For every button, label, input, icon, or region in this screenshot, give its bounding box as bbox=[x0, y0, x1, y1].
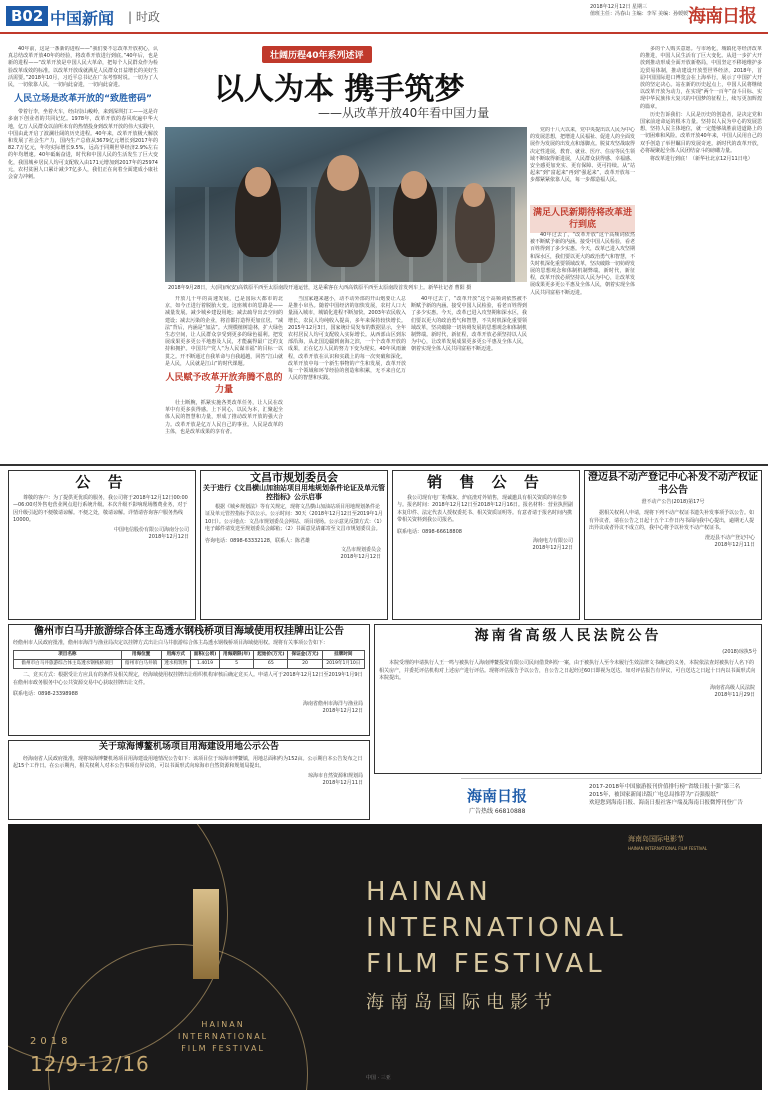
notice-title: 文昌市规划委员会 bbox=[250, 471, 338, 484]
ad-logo: 海南日报 bbox=[467, 787, 528, 805]
article-paragraph: 党的十八大以来，党中央提出以人民为中心的发展思想，把增进人民福祉、促进人的全面发展作为发展的出发点和落脚点。脱贫攻坚战取得决定性进展，教育、就业、医疗、住房等民生领域不断取得新进展，人民群众获得感、幸福感、安全感更加充实、更有保障、更可持续。从“站起来”到“富起来”再到“强起来”，改革开放每一步都紧紧依靠人民，每一步都造福人民。 bbox=[530, 127, 635, 184]
corner-logo-cn: 海南岛国际电影节 bbox=[628, 835, 684, 843]
festival-emblem bbox=[163, 869, 253, 1009]
festival-name-line: INTERNATIONAL bbox=[366, 913, 627, 943]
article-paragraph: 多的个人购买意愿。与市场化，城镇化等经济改革的推进，中国人民生活有了巨大变化。从进一步扩大开放到推动形成全面开放新格局，中国坚定不移地维护多边贸易体制，推动建设开放型世界经济。2018年，首届中国国际进口博览会在上海举行，展示了中国扩大开放的坚定决心。站在新的历史起点上，中国人民将继续以改革开放为动力，在实现“两个一百年”奋斗目标、实现中华民族伟大复兴的中国梦的征程上，续写更加辉煌的篇章。 bbox=[640, 46, 762, 110]
festival-corner-logo bbox=[628, 834, 707, 854]
ad-item: 欢迎您到海南日报、海南日报社客户端及海南日报微博刊登广告 bbox=[589, 800, 744, 806]
notice-number: 澄不动产公告(2018)第17号 bbox=[641, 499, 705, 505]
newspaper-logo: 海南日报 bbox=[688, 6, 756, 27]
issue-date: 2018年12月12日 星期三 bbox=[590, 4, 648, 10]
article-column-4b bbox=[530, 232, 635, 462]
notice-number: (2018)琼执5号 bbox=[722, 649, 757, 655]
festival-year: 2018 bbox=[30, 1036, 72, 1047]
notice-subtitle: 关于进行《文昌横山加油站项目用地规划条件论证及单元管控指标》公示启事 bbox=[203, 484, 385, 501]
notice-court bbox=[374, 624, 762, 774]
subheadline: ——从改革开放40年看中国力量 bbox=[318, 106, 490, 120]
article-paragraph: 40年过去了，“改革开放”这个高频词依然被不断赋予新的内涵。接受中国人民检验，看老百姓得到了多少实惠。今天，改革已进入攻坚期和深水区，我们要以更大的政治勇气和智慧，不失时机深化重要领域改革，坚决破除一切妨碍发展的思想观念和体制机制弊端。新时代，新征程，改革开放必须坚持以人民为中心，让改革发展成果更多更公平惠及全体人民，朝着实现全体人民共同富裕不断迈进。 bbox=[530, 232, 635, 296]
table-cell: 65 bbox=[254, 660, 288, 669]
festival-name-line: FILM FESTIVAL bbox=[181, 1044, 265, 1053]
section-number: B02 bbox=[6, 6, 48, 26]
table-cell: 儋州市白马井旅游综合体主岛透水钢栈桥项目 bbox=[14, 660, 122, 669]
emblem-numeral-icon bbox=[193, 889, 219, 979]
article-column-4 bbox=[411, 296, 527, 462]
notice-body bbox=[375, 658, 761, 684]
table-header: 面积(公顷) bbox=[191, 651, 220, 660]
table-cell: 5 bbox=[220, 660, 254, 669]
notice-sales bbox=[392, 470, 580, 620]
notice-title: 公 告 bbox=[75, 473, 129, 491]
headline: 以人为本 携手筑梦 bbox=[214, 72, 465, 107]
section-divider bbox=[0, 464, 768, 466]
issue-info bbox=[590, 4, 690, 18]
notice-telecom bbox=[8, 470, 196, 620]
notice-signature: 海南省高级人民法院 bbox=[709, 684, 755, 691]
section-heading-3: 满足人民新期待将改革进行到底 bbox=[530, 205, 635, 233]
notice-contact: 联系电话：0898-66618808 bbox=[397, 528, 462, 535]
section-heading-1: 人民立场是改革开放的“致胜密码” bbox=[14, 94, 152, 105]
festival-location: 中国 · 三亚 bbox=[366, 1075, 391, 1081]
notice-signature: 中国电信股份有限公司海南分公司 bbox=[113, 526, 189, 533]
festival-name-line: FILM FESTIVAL bbox=[366, 949, 606, 979]
table-header: 起始价(万元) bbox=[254, 651, 288, 660]
table-header: 项目名称 bbox=[14, 651, 122, 660]
notice-title: 澄迈县不动产登记中心补发不动产权证书公告 bbox=[588, 472, 758, 496]
notice-title: 关于琼海博鳌机场项目用海建设用地公示公告 bbox=[98, 742, 279, 752]
table-header: 用海位置 bbox=[121, 651, 161, 660]
festival-name-cn: 海南岛国际电影节 bbox=[366, 992, 558, 1013]
section-heading-2: 人民赋予改革开放奔腾不息的力量 bbox=[165, 373, 283, 396]
notice-table bbox=[13, 650, 365, 669]
table-cell: 20 bbox=[288, 660, 322, 669]
table-header: 挂牌时间 bbox=[322, 651, 364, 660]
notice-planning bbox=[200, 470, 388, 620]
festival-name-en bbox=[366, 874, 626, 982]
article-ending: 将改革进行到底！（新华社北京12月11日电） bbox=[650, 156, 753, 163]
notice-date: 2018年12月12日 bbox=[322, 707, 363, 714]
notice-body bbox=[585, 508, 761, 534]
notice-date: 2018年12月12日 bbox=[148, 533, 189, 540]
passenger-face bbox=[463, 183, 485, 207]
notice-table-wrap bbox=[9, 649, 369, 670]
table-cell: 儋州市白马井镇 bbox=[121, 660, 161, 669]
notice-body bbox=[9, 493, 195, 527]
article-column-4-top bbox=[530, 127, 635, 203]
notice-date: 2018年11月29日 bbox=[714, 691, 755, 698]
notice-contact: 联系电话：0898-23398988 bbox=[13, 691, 78, 698]
article-column-2 bbox=[165, 296, 283, 462]
festival-name-line: INTERNATIONAL bbox=[178, 1032, 269, 1041]
ad-phone: 广告热线 66810888 bbox=[469, 808, 526, 815]
passenger-face bbox=[401, 171, 427, 199]
newspaper-ad-strip bbox=[461, 778, 761, 818]
article-paragraph: 开放几十年的高速发展，已是国际大都市的北京，如今正进行着脱胎大变。这座城市的思路是——减量发展。减少城乡建设用地；减去疏导出去空间的建设；减去污染的企业，将首都打造得更加宜居。“减法”背后，内涵是“加法”。大规模植树造林，扩大绿色生态空间，让人民群众享受到更多的绿色福利。把发展成果更多更公平地惠及人民，才能赢得最广泛的支持和拥护。中国共产党人“为人民谋幸福”的目标一以贯之。开不断通过自我革命与自我超越，回答“江山就是人民，人民就是江山”的时代课题。 bbox=[165, 296, 283, 367]
ad-item: 2015年，被国家新闻出版广电总局推荐为“百强报纸” bbox=[589, 792, 719, 798]
notice-text: 经海南省人民政府批准，现将琼海博鳌机场项目用海建设用地情况公告如下：该项目位于琼海市博鳌镇，用地总面积约为152亩。公示期自本公告发布之日起15个工作日。在公示期内，相关权利人对本公告事项有异议的，可以书面形式向琼海市自然资源和规划局提出。 bbox=[13, 756, 363, 770]
passenger-face bbox=[245, 167, 271, 197]
article-paragraph: 40年过去了，“改革开放”这个高频词依然被不断赋予新的内涵。接受中国人民检验，看老百姓得到了多少实惠。今天，改革已进入攻坚期和深水区，我们要以更大的政治勇气和智慧，不失时机深化重要领域改革，坚决破除一切妨碍发展的思想观念和体制机制弊端。新时代，新征程，改革开放必须坚持以人民为中心，让改革发展成果更多更公平惠及全体人民，朝着实现全体人民共同富裕不断迈进。 bbox=[411, 296, 527, 353]
article-column-5 bbox=[640, 46, 762, 462]
festival-name-line: HAINAN bbox=[366, 877, 492, 907]
notice-signature: 澄迈县不动产登记中心 bbox=[704, 534, 755, 541]
festival-name-small bbox=[178, 1019, 268, 1055]
notice-text: 据相关权利人申请，现将下列不动产权证书遗失补发事项予以公告。如有异议者，请在公告之日起十五个工作日内书面向我中心提出，逾期无人提出异议或者异议不成立的，我中心将予以补发不动产权证书。 bbox=[589, 510, 755, 532]
notice-date: 2018年12月11日 bbox=[714, 541, 755, 548]
passenger-face bbox=[327, 155, 359, 191]
page-header bbox=[0, 0, 768, 34]
notice-title: 儋州市白马井旅游综合体主岛透水钢栈桥项目海域使用权挂牌出让公告 bbox=[34, 626, 344, 637]
notice-phone: 咨询电话：0898-63332128，联系人：陈君雄 bbox=[205, 537, 310, 544]
article-column-1 bbox=[8, 46, 158, 462]
table-header: 保证金(万元) bbox=[288, 651, 322, 660]
notice-signature: 文昌市规划委员会 bbox=[340, 547, 381, 554]
notice-body bbox=[393, 493, 579, 527]
festival-dates: 12/9-12/16 bbox=[30, 1052, 150, 1076]
notice-signature: 琼海市自然资源和规划局 bbox=[307, 772, 363, 779]
article-paragraph: 壮士断腕，抓紧实施各类改革任务，让人民在改革中有更多获得感。上下同心，以民为本，汇聚起全体人民的智慧和力量，形成了推动改革开放的强大合力。改革开放是亿万人民自己的事业。人民是改革的主体，也是改革成果的享有者。 bbox=[165, 400, 283, 435]
table-header: 用海期限(年) bbox=[220, 651, 254, 660]
table-header: 用海方式 bbox=[161, 651, 190, 660]
section-title: 中国新闻 bbox=[50, 9, 115, 28]
article-intro: 40年前，这是一条新的进程——“我们要不忘改革开放初心，认真总结改革开放40年的经验，将改革开放进行到底。”40年后，也是新的进程——“改革开放是中国人民大革命，把每个人民群众作为检验改革成效的标准。以改革开放成就满足人民群众日益增长的美好生活需要。”2018年10月，习近平总书记在广东考察时说。一切为了人民，一切依靠人民，一切向此奋进，一切向此奋进。 bbox=[8, 46, 158, 89]
article-paragraph: 带着行李，坐着火车，经由崇山峻岭，来到深圳打工——这是许多南下创业者的共同记忆。1978年，改革开放的春风吹遍中华大地，亿万人民群众以前所未有的热情投身到改革开放的伟大实践中，中国由此开启了波澜壮阔的历史进程。40年来，改革开放极大解放和发展了社会生产力，国内生产总值从3679亿元增长到2017年的82.7万亿元，年均实际增长9.5%，远高于同期世界经济2.9%左右的年均增速。40年砥砺奋进，时代和中国人民的生活发生了巨大变化，我国城乡居民人均可支配收入由171元增加到2017年的25974元，农村贫困人口累计减少7亿多人，我们正在向着全面建成小康社会奋力冲刺。 bbox=[8, 109, 158, 181]
festival-name-line: HAINAN bbox=[201, 1020, 245, 1029]
ad-item: 2017-2018年中国旅游报刊价值排行榜“省级日报十强”第三名 bbox=[589, 784, 741, 790]
article-paragraph: 当国家越来越小，动不动外部的开山炮要让人总是推小帛丛。随着中国经济的加快发展，农村人口大量涌入城市，城镇化进程不断加快。2003年农民收入增长，农民人均纯收入提高，多年来保持较快增长。2015年12月3日，国家统计局发布的数据显示，全年农村居民人均可支配收入实际增长。从西部山区到东部沿海，从北国边疆到南海之滨，一个个改革开放的成果，正在亿万人民的努力下变为现实。40年风雨兼程，改革开放在认识和实践上的每一次突破和深化，改革开放中每一个新生事物的产生和发展，改革开放每一个领域和环节经验的创造和积累，无不来自亿万人民的智慧和实践。 bbox=[288, 296, 406, 382]
series-badge: 壮阔历程40年系列述评 bbox=[262, 46, 372, 63]
notice-body bbox=[201, 502, 387, 536]
notice-date: 2018年12月12日 bbox=[532, 545, 573, 552]
notice-text: 尊敬的客户：为了提供更优质的服务，我公司将于2018年12月12日00:00—06:00对外售电营业网点进行系统升级。本次升级不影响现场缴费业务，对于因升级引起的不便敬请谅解。不便之处，敬请谅解。详情请咨询客户服务热线10000。 bbox=[13, 495, 188, 524]
notice-text: 二、竞买方式：根据受让方应具有的条件及相关规定，经海域使用权挂牌出让组织机构审核后确定竞买人。申请人可于2018年12月12日至2019年1月9日在儋州市政务服务中心公共资源交易中心获取挂牌出让文件。 bbox=[13, 672, 363, 686]
notice-title: 海南省高级人民法院公告 bbox=[474, 628, 662, 644]
photo-caption: 2018年9月28日，大(同)西(安)高铁原平西至太原南段开通运营，这是乘客在大西高铁原平西至太原南段首发列车上。新华社记者 曹阳 摄 bbox=[168, 285, 472, 291]
notice-title: 销 售 公 告 bbox=[427, 473, 545, 491]
notice-sea-use bbox=[8, 624, 370, 736]
table-row bbox=[14, 660, 365, 669]
notice-signature: 海南省儋州市海洋与渔业局 bbox=[302, 700, 363, 707]
section-subtitle: | 时政 bbox=[128, 10, 160, 24]
notice-property bbox=[584, 470, 762, 620]
corner-logo-en: HAINAN INTERNATIONAL FILM FESTIVAL bbox=[628, 846, 708, 851]
issue-editors: 值班主任：冯春山 主编：李军 美编：孙媛媛 bbox=[590, 11, 689, 17]
notice-date: 2018年12月12日 bbox=[340, 554, 381, 561]
film-festival-ad bbox=[8, 824, 762, 1090]
table-header-row bbox=[14, 651, 365, 660]
table-cell: 透水构筑物 bbox=[161, 660, 190, 669]
notice-signature: 海南电力有限公司 bbox=[532, 538, 573, 545]
notice-body bbox=[9, 670, 369, 689]
ad-items bbox=[589, 783, 759, 807]
notice-date: 2018年12月11日 bbox=[322, 779, 363, 786]
notice-airport bbox=[8, 740, 370, 820]
news-photo bbox=[165, 127, 527, 282]
table-cell: 1.4019 bbox=[191, 660, 220, 669]
table-cell: 2019年1月10日 bbox=[322, 660, 364, 669]
notice-text: 我公司现有电厂粉煤灰、炉底渣对外销售，现诚邀具有相关资质的单位参与。报名时间：2018年12月12日至2018年12月16日。报名材料：营业执照副本复印件、法定代表人授权委托书、相关资质证明等。有意者请于报名时间内携带相关资料到我公司报名。 bbox=[397, 495, 573, 524]
notice-body bbox=[9, 754, 369, 773]
notice-text: 本院受理的申请执行人王一鸣与被执行人海南博鳌投资有限公司民间借贷纠纷一案，由于被执行人至今未履行生效法律文书确定的义务，本院依法查封被执行人名下的相关房产，并委托评估机构对上述房产进行评估。现将评估报告予以公告，自公告之日起经过60日即视为送达。如对评估报告有异议，可自送达之日起十日内以书面形式向本院提出。 bbox=[379, 660, 756, 682]
notice-text: 根据《城乡规划法》等有关规定，现将文昌横山加油站项目用地规划条件论证及单元管控指标予以公示。公示时间：30天（2018年12月12日至2019年1月10日）。公示地点：文昌市规划委员会网站、项目现场。公示意见反馈方式：（1）电子邮件请发送至规划委员会邮箱；（2）书面意见请邮寄至文昌市规划委员会。 bbox=[205, 504, 383, 533]
article-paragraph: 历史告诉我们：人民是历史的创造者，是决定党和国家前途命运的根本力量。坚持以人民为中心的发展思想，坚持人民主体地位，就一定能够战胜前进道路上的一切困难和风险。改革开放40年来，中国人民用自己的双手创造了举世瞩目的发展奇迹。新时代的改革开放，必将凝聚起全体人民团结奋斗的磅礴力量。 bbox=[640, 111, 762, 154]
notice-intro: 经儋州市人民政府批准，儋州市海洋与渔业局决定以挂牌方式出让白马井旅游综合体主岛透水钢栈桥项目海域使用权。现将有关事项公告如下： bbox=[13, 640, 329, 646]
article-column-3 bbox=[288, 296, 406, 462]
